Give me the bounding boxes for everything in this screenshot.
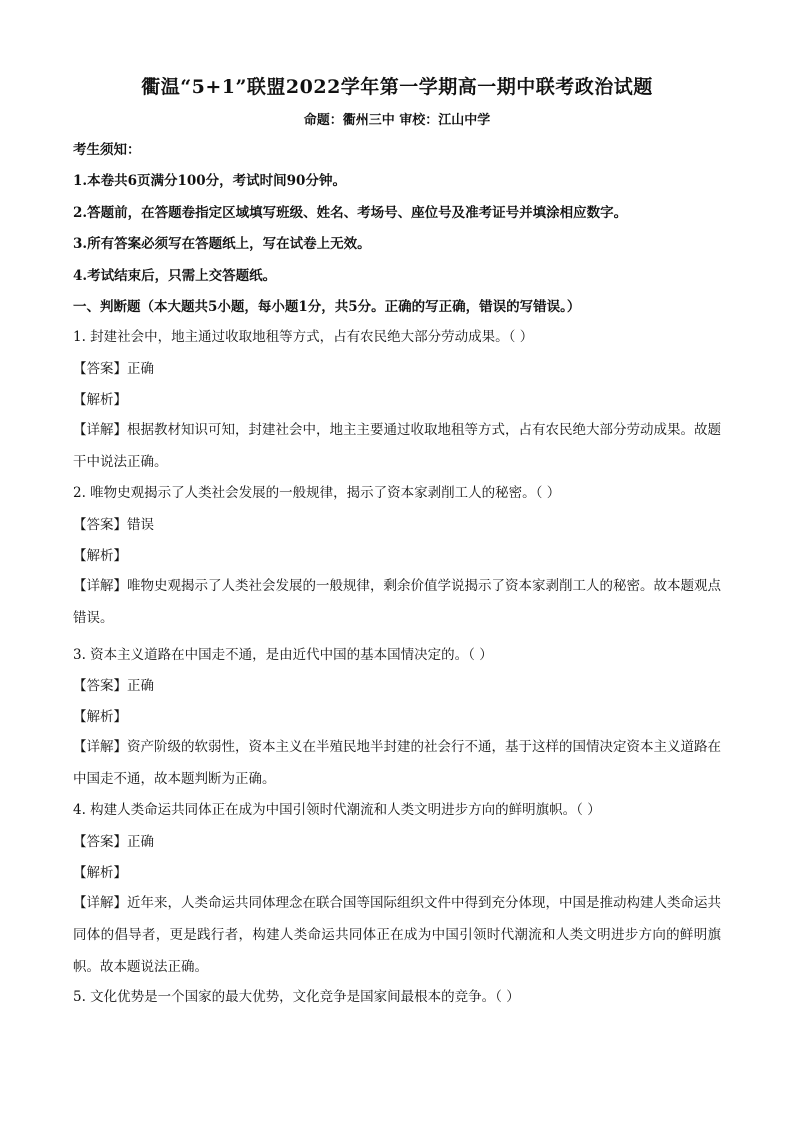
detail-text: 【详解】唯物史观揭示了人类社会发展的一般规律，剩余价值学说揭示了资本家剥削工人的秘密。故本题观点错误。 — [73, 578, 721, 626]
notice-item: 1.本卷共6页满分100分，考试时间90分钟。 — [73, 173, 346, 189]
detail-text: 【详解】近年来，人类命运共同体理念在联合国等国际组织文件中得到充分体现，中国是推动构建人类命运共同体的倡导者，更是践行者，构建人类命运共同体正在成为中国引领时代潮流和人类文明进步方向的鲜明旗帜。故本题说法正确。 — [73, 895, 721, 975]
notice-heading: 考生须知： — [73, 142, 141, 158]
detail-text: 【详解】资产阶级的软弱性，资本主义在半殖民地半封建的社会行不通，基于这样的国情决定资本主义道路在中国走不通，故本题判断为正确。 — [73, 739, 721, 787]
notice-item: 2.答题前，在答题卷指定区域填写班级、姓名、考场号、座位号及准考证号并填涂相应数字。 — [73, 205, 628, 221]
question-stem: 4. 构建人类命运共同体正在成为中国引领时代潮流和人类文明进步方向的鲜明旗帜。（ ） — [73, 802, 601, 818]
analysis-label: 【解析】 — [73, 548, 127, 564]
answer-label: 【答案】正确 — [73, 678, 154, 694]
answer-label: 【答案】正确 — [73, 361, 154, 377]
analysis-label: 【解析】 — [73, 709, 127, 725]
page-subtitle: 命题：衢州三中 审校：江山中学 — [303, 113, 491, 128]
analysis-label: 【解析】 — [73, 392, 127, 408]
answer-label: 【答案】错误 — [73, 517, 154, 533]
analysis-label: 【解析】 — [73, 865, 127, 881]
detail-text: 【详解】根据教材知识可知，封建社会中，地主主要通过收取地租等方式，占有农民绝大部分劳动成果。故题干中说法正确。 — [73, 422, 721, 470]
notice-item: 4.考试结束后，只需上交答题纸。 — [73, 268, 277, 284]
page-title: 衢温“5+1”联盟2022学年第一学期高一期中联考政治试题 — [141, 76, 653, 98]
question-stem: 5. 文化优势是一个国家的最大优势，文化竞争是国家间最根本的竞争。（ ） — [73, 989, 520, 1005]
question-stem: 1. 封建社会中，地主通过收取地租等方式，占有农民绝大部分劳动成果。（ ） — [73, 329, 534, 345]
notice-item: 3.所有答案必须写在答题纸上，写在试卷上无效。 — [73, 236, 371, 252]
section-heading: 一、判断题（本大题共5小题，每小题1分，共5分。正确的写正确，错误的写错误。） — [73, 299, 581, 315]
question-stem: 3. 资本主义道路在中国走不通，是由近代中国的基本国情决定的。（ ） — [73, 647, 493, 663]
answer-label: 【答案】正确 — [73, 834, 154, 850]
question-stem: 2. 唯物史观揭示了人类社会发展的一般规律，揭示了资本家剥削工人的秘密。（ ） — [73, 485, 561, 501]
